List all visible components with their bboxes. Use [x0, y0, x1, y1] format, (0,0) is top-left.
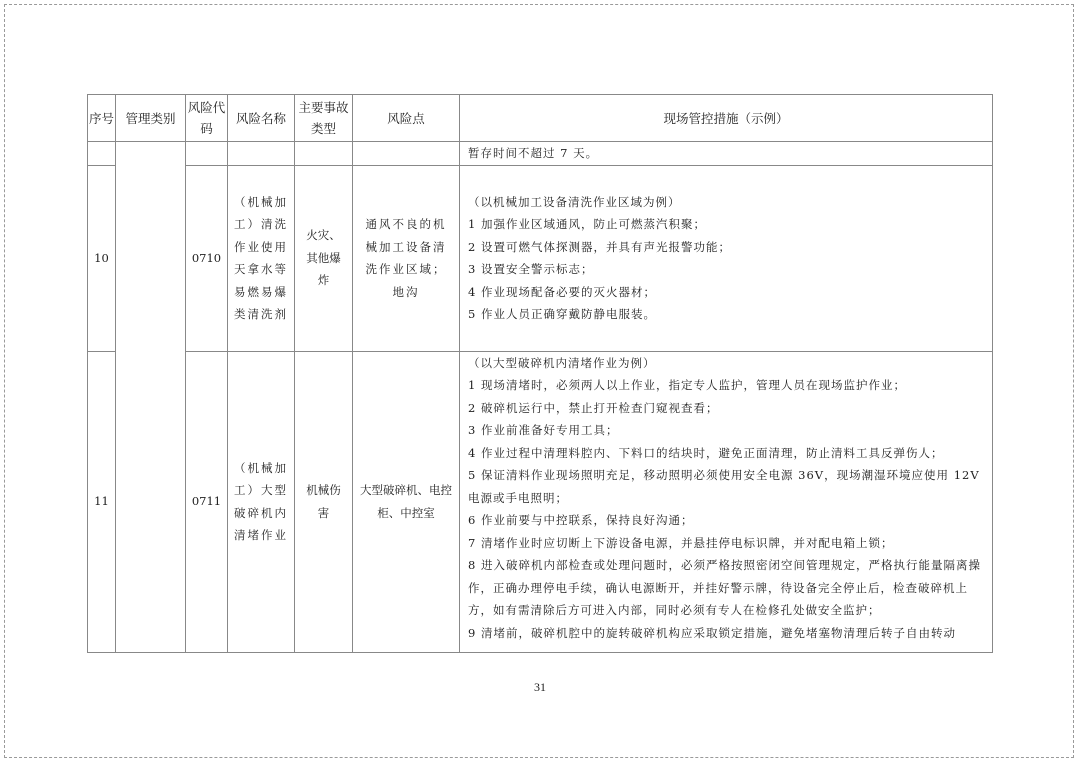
continued-measure: 暂存时间不超过 7 天。	[460, 142, 993, 166]
header-seq: 序号	[88, 95, 116, 142]
cell-empty	[88, 142, 116, 166]
measure-line: （以大型破碎机内清堵作业为例）	[468, 355, 656, 370]
table-row	[88, 165, 993, 351]
measure-line: 3 作业前准备好专用工具；	[468, 423, 619, 437]
row-risk-point: 通风不良的机械加工设备清洗作业区域；地沟	[353, 165, 460, 351]
header-accident-type: 主要事故类型	[295, 95, 353, 142]
row-accident-type: 火灾、其他爆炸	[295, 165, 353, 351]
cell-empty	[295, 142, 353, 166]
cell-empty	[353, 142, 460, 166]
measure-line: 7 清堵作业时应切断上下游设备电源，并悬挂停电标识牌，并对配电箱上锁；	[468, 535, 894, 550]
measure-line: 8 进入破碎机内部检查或处理问题时，必须严格按照密闭空间管理规定，严格执行能量隔离操作，正确办理停电手续，确认电源断开，并挂好警示牌，待设备完全停止后，检查破碎机上方，如有需清除后方可进入内部，同时必须有专人在检修孔处做安全监护；	[468, 558, 981, 617]
measure-line: 6 作业前要与中控联系，保持良好沟通；	[468, 513, 694, 527]
row-risk-name: （机械加工）大型破碎机内清堵作业	[228, 351, 295, 652]
row-risk-point: 大型破碎机、电控柜、中控室	[353, 351, 460, 652]
table-row-continued	[88, 142, 993, 166]
measure-line: （以机械加工设备清洗作业区域为例）	[468, 194, 681, 209]
row-seq: 10	[88, 165, 116, 351]
measure-line: 2 设置可燃气体探测器，并具有声光报警功能；	[468, 239, 731, 254]
cell-empty	[186, 142, 228, 166]
measure-line: 2 破碎机运行中，禁止打开检查门窥视查看；	[468, 400, 719, 415]
measure-line: 5 保证清料作业现场照明充足，移动照明必须使用安全电源 36V，现场潮湿环境应使用 12V 电源或手电照明；	[468, 468, 980, 505]
row-accident-type: 机械伤害	[295, 351, 353, 652]
risk-control-table	[87, 94, 993, 653]
cell-empty	[228, 142, 295, 166]
measure-line: 4 作业现场配备必要的灭火器材；	[468, 284, 656, 299]
row-seq: 11	[88, 351, 116, 652]
table-row	[88, 351, 993, 652]
row-risk-code: 0711	[186, 351, 228, 652]
header-category: 管理类别	[116, 95, 186, 142]
measure-line: 9 清堵前，破碎机腔中的旋转破碎机构应采取锁定措施，避免堵塞物清理后转子自由转动	[468, 625, 956, 640]
header-risk-point: 风险点	[353, 95, 460, 142]
measure-line: 4 作业过程中清理料腔内、下料口的结块时，避免正面清理，防止清料工具反弹伤人；	[468, 445, 944, 460]
measure-line: 1 加强作业区域通风，防止可燃蒸汽积聚；	[468, 217, 706, 231]
page-number: 31	[534, 680, 546, 694]
cell-category-merged	[116, 142, 186, 653]
header-risk-name: 风险名称	[228, 95, 295, 142]
row-risk-code: 0710	[186, 165, 228, 351]
header-row	[88, 95, 993, 142]
row-risk-name: （机械加工）清洗作业使用天拿水等易燃易爆类清洗剂	[228, 165, 295, 351]
measure-line: 1 现场清堵时，必须两人以上作业，指定专人监护，管理人员在现场监护作业；	[468, 378, 906, 392]
measure-line: 5 作业人员正确穿戴防静电服装。	[468, 307, 656, 321]
header-risk-code: 风险代码	[186, 95, 228, 142]
header-measures: 现场管控措施（示例）	[460, 95, 993, 142]
measure-line: 3 设置安全警示标志；	[468, 262, 594, 276]
row-measures	[460, 165, 993, 351]
row-measures	[460, 351, 993, 652]
